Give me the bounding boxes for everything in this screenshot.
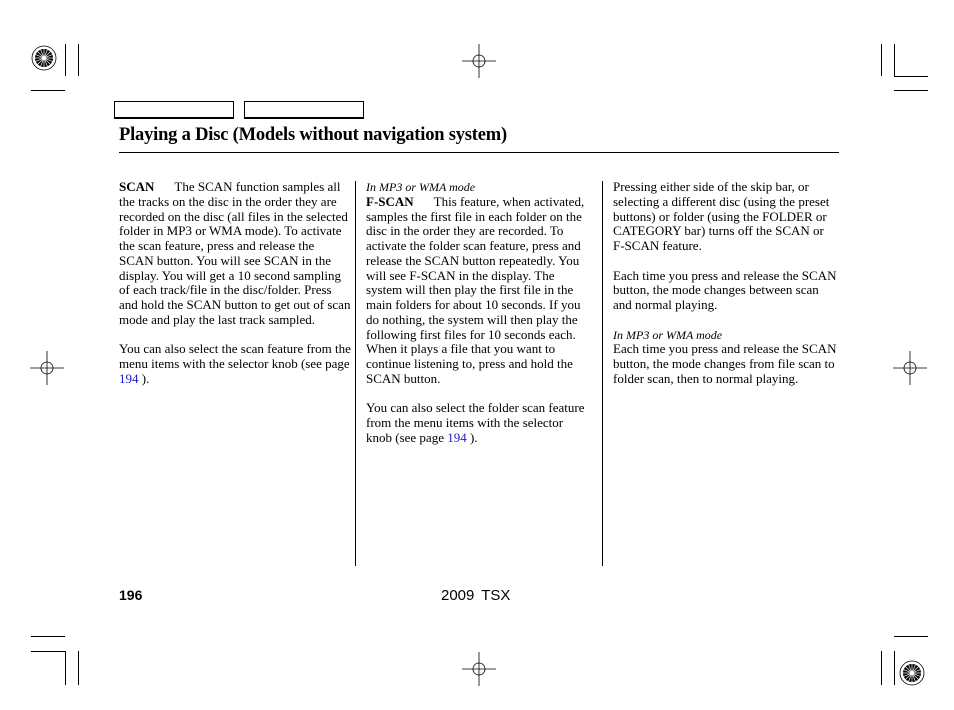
fscan-menu-paragraph xyxy=(366,401,592,445)
column-divider xyxy=(355,181,356,566)
crop-mark xyxy=(881,44,882,76)
scan-toggle-paragraph: Each time you press and release the SCAN button, the mode changes between scan and normal playing. xyxy=(613,267,837,312)
registration-starburst-icon xyxy=(899,660,925,686)
column-2 xyxy=(366,180,592,446)
mp3-scan-toggle-paragraph: Each time you press and release the SCAN button, the mode changes from file scan to folder scan, then to normal playing. xyxy=(613,341,837,386)
text: You can also select the folder scan feature from the menu items with the selector knob (see page xyxy=(366,400,585,445)
column-divider xyxy=(602,181,603,566)
scan-menu-paragraph xyxy=(119,342,351,386)
crop-mark xyxy=(894,90,928,91)
crop-mark xyxy=(894,651,895,685)
mode-label: In MP3 or WMA mode xyxy=(613,327,723,342)
header-tab xyxy=(244,101,364,119)
crop-mark xyxy=(65,651,66,685)
crop-mark xyxy=(894,636,928,637)
crop-mark xyxy=(78,651,79,685)
header-tab xyxy=(114,101,234,119)
crosshair-icon xyxy=(892,350,928,386)
column-1 xyxy=(119,180,351,387)
column-3 xyxy=(613,180,837,387)
crosshair-icon xyxy=(461,43,497,79)
crop-mark xyxy=(894,76,928,77)
scan-term: SCAN xyxy=(119,179,155,194)
crosshair-icon xyxy=(29,350,65,386)
page-link[interactable]: 194 xyxy=(447,429,467,445)
scan-paragraph xyxy=(119,180,351,328)
model-label: 2009 TSX xyxy=(441,587,511,604)
page-number: 196 xyxy=(119,587,143,603)
fscan-term: F-SCAN xyxy=(366,193,414,209)
page-title: Playing a Disc (Models without navigation system) xyxy=(119,125,507,145)
mode-label: In MP3 or WMA mode xyxy=(366,180,476,194)
page-link[interactable]: 194 xyxy=(119,370,139,386)
crop-mark xyxy=(31,90,65,91)
text: You can also select the scan feature from the menu items with the selector knob (see page xyxy=(119,341,351,371)
fscan-paragraph xyxy=(366,195,592,387)
skip-bar-paragraph: Pressing either side of the skip bar, or selecting a different disc (using the preset buttons) or folder (using the FOLDER or CATEGORY bar) turns off the SCAN or F-SCAN feature. xyxy=(613,179,830,253)
crop-mark xyxy=(894,44,895,76)
fscan-description: This feature, when activated, samples the first file in each folder on the disc in the order they are recorded. To activate the folder scan feature, press and release the SCAN button repeatedly. You will see F-SCAN in the display. The system will then play the first file in the main folders for about 10 seconds. If you do nothing, the system will then play the following first files for 10 seconds each. When it plays a file that you want to continue listening to, press and hold the SCAN button. xyxy=(366,193,585,386)
crop-mark xyxy=(78,44,79,76)
text: ). xyxy=(466,429,478,445)
crop-mark xyxy=(31,651,65,652)
crop-mark xyxy=(881,651,882,685)
text: ). xyxy=(138,370,150,386)
registration-starburst-icon xyxy=(31,45,57,71)
title-rule xyxy=(119,152,839,153)
crop-mark xyxy=(31,636,65,637)
crop-mark xyxy=(65,44,66,76)
scan-description: The SCAN function samples all the tracks on the disc in the order they are recorded on the disc (all files in the selected folder in MP3 or WMA mode). To activate the scan feature, press and release the SCAN button. You will see SCAN in the display. You will get a 10 second sampling of each track/file in the disc/folder. Press and hold the SCAN button to get out of scan mode and play the last track sampled. xyxy=(119,179,351,327)
crosshair-icon xyxy=(461,651,497,687)
